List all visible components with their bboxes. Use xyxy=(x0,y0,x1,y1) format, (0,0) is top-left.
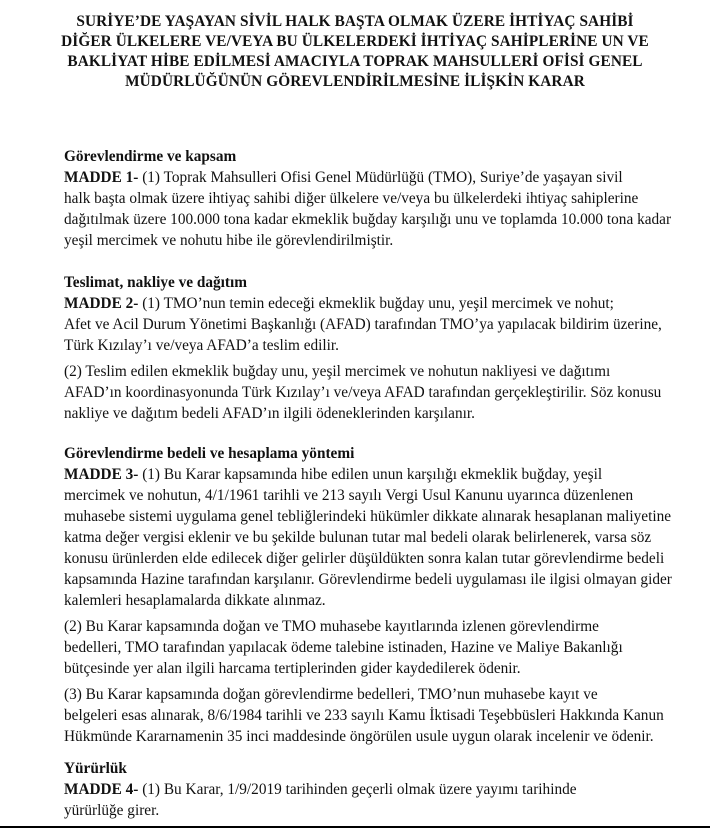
document-title xyxy=(0,12,710,92)
paragraph-line: bedelleri, TMO tarafından yapılacak ödeme talebine istinaden, Hazine ve Maliye Bakanlığı xyxy=(64,639,623,656)
paragraph-line: dağıtılmak üzere 100.000 tona kadar ekmeklik buğday karşılığı unu ve toplamda 10.000 tona kadar xyxy=(64,211,672,228)
article-paragraph xyxy=(12,361,700,424)
section-heading: Görevlendirme ve kapsam xyxy=(64,148,237,165)
paragraph-first-line: (3) Bu Karar kapsamında doğan görevlendirme bedelleri, TMO’nun muhasebe kayıt ve xyxy=(64,686,598,703)
paragraph-first-line: (1) Bu Karar, 1/9/2019 tarihinden geçerli olmak üzere yayımı tarihinde xyxy=(142,781,577,798)
paragraph-line: bütçesinde yer alan ilgili harcama tertiplerinden gider kaydedilerek ödenir. xyxy=(64,660,521,677)
paragraph-line: kalemleri hesaplamalarda dikkate alınmaz. xyxy=(64,592,326,609)
paragraph-line: Türk Kızılay’ı ve/veya AFAD’a teslim edilir. xyxy=(64,337,339,354)
article-paragraph xyxy=(12,616,700,679)
title-line-1: SURİYE’DE YAŞAYAN SİVİL HALK BAŞTA OLMAK ÜZERE İHTİYAÇ SAHİBİ xyxy=(76,13,634,30)
section-gorevlendirme-bedeli xyxy=(12,443,700,747)
section-heading: Yürürlük xyxy=(64,760,127,777)
bottom-divider xyxy=(0,826,710,828)
article-paragraph xyxy=(12,293,700,356)
article-label: MADDE 3- xyxy=(64,466,143,483)
title-line-4: MÜDÜRLÜĞÜNÜN GÖREVLENDİRİLMESİNE İLİŞKİN KARAR xyxy=(125,73,585,90)
article-paragraph xyxy=(12,684,700,747)
section-gorevlendirme-kapsam xyxy=(12,146,700,251)
paragraph-line: mercimek ve nohutun, 4/1/1961 tarihli ve 213 sayılı Vergi Usul Kanunu uyarınca düzenlenen xyxy=(64,487,634,504)
paragraph-first-line: (1) Bu Karar kapsamında hibe edilen unun karşılığı ekmeklik buğday, yeşil xyxy=(142,466,603,483)
paragraph-line: yürürlüğe girer. xyxy=(64,802,160,819)
section-heading: Teslimat, nakliye ve dağıtım xyxy=(64,274,248,291)
paragraph-line: konusu ürünlerden elde edilecek diğer gelirler düşüldükten sonra kalan tutar görevlendirme bedeli xyxy=(64,550,665,567)
section-heading: Görevlendirme bedeli ve hesaplama yöntemi xyxy=(64,445,355,462)
paragraph-first-line: (2) Bu Karar kapsamında doğan ve TMO muhasebe kayıtlarında izlenen görevlendirme xyxy=(64,618,599,635)
paragraph-line: nakliye ve dağıtım bedeli AFAD’ın ilgili ödeneklerinden karşılanır. xyxy=(64,405,475,422)
title-line-2: DİĞER ÜLKELERE VE/VEYA BU ÜLKELERDEKİ İHTİYAÇ SAHİPLERİNE UN VE xyxy=(61,33,649,50)
paragraph-line: Hükmünde Kararnamenin 35 inci maddesinde öngörülen usule uygun olarak incelenir ve ödenir. xyxy=(64,728,654,745)
paragraph-line: katma değer vergisi eklenir ve bu şekilde bulunan tutar mal bedeli olarak belirlenerek, varsa söz xyxy=(64,529,652,546)
section-yururluk xyxy=(12,758,700,821)
paragraph-line: kapsamında Hazine tarafından karşılanır. Görevlendirme bedeli uygulaması ile ilgisi olmayan gider xyxy=(64,571,672,588)
paragraph-line: AFAD’ın koordinasyonunda Türk Kızılay’ı ve/veya AFAD tarafından gerçekleştirilir. Söz konusu xyxy=(64,384,662,401)
article-paragraph xyxy=(12,779,700,821)
paragraph-line: muhasebe sistemi uygulama genel tebliğlerindeki hükümler dikkate alınarak hesaplanan maliyetine xyxy=(64,508,672,525)
article-label: MADDE 1- xyxy=(64,169,143,186)
paragraph-first-line: (1) Toprak Mahsulleri Ofisi Genel Müdürlüğü (TMO), Suriye’de yaşayan sivil xyxy=(142,169,623,186)
paragraph-line: Afet ve Acil Durum Yönetimi Başkanlığı (AFAD) tarafından TMO’ya yapılacak bildirim üzerine, xyxy=(64,316,662,333)
paragraph-first-line: (1) TMO’nun temin edeceği ekmeklik buğday unu, yeşil mercimek ve nohut; xyxy=(142,295,614,312)
section-teslimat-nakliye xyxy=(12,272,700,424)
article-label: MADDE 2- xyxy=(64,295,143,312)
paragraph-line: belgeleri esas alınarak, 8/6/1984 tarihli ve 233 sayılı Kamu İktisadi Teşebbüsleri Hakkında Kanun xyxy=(64,707,664,724)
article-label: MADDE 4- xyxy=(64,781,143,798)
article-paragraph xyxy=(12,167,700,251)
paragraph-line: yeşil mercimek ve nohutu hibe ile görevlendirilmiştir. xyxy=(64,232,394,249)
title-line-3: BAKLİYAT HİBE EDİLMESİ AMACIYLA TOPRAK MAHSULLERİ OFİSİ GENEL xyxy=(67,53,643,70)
paragraph-first-line: (2) Teslim edilen ekmeklik buğday unu, yeşil mercimek ve nohutun nakliyesi ve dağıtımı xyxy=(64,363,611,380)
article-paragraph xyxy=(12,464,700,611)
paragraph-line: halk başta olmak üzere ihtiyaç sahibi diğer ülkelere ve/veya bu ülkelerdeki ihtiyaç sahiplerine xyxy=(64,190,639,207)
